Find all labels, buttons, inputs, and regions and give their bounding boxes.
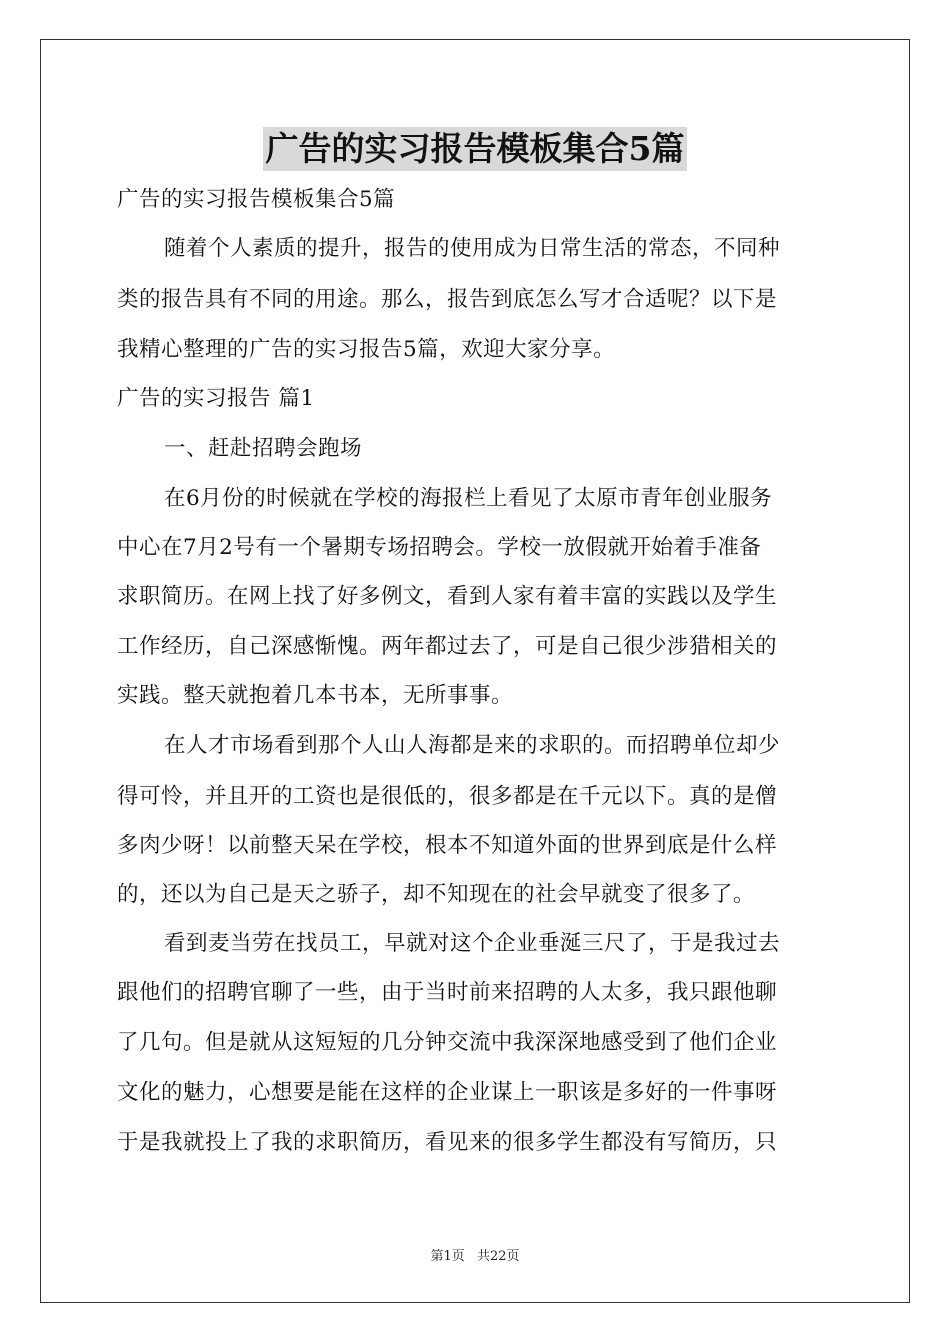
paragraph-line: 的，还以为自己是天之骄子，却不知现在的社会早就变了很多了。 (117, 882, 756, 907)
paragraph-line: 实践。整天就抱着几本书本，无所事事。 (117, 683, 514, 708)
paragraph-line: 了几句。但是就从这短短的几分钟交流中我深深地感受到了他们企业 (117, 1030, 778, 1055)
document-title-text: 广告的实习报告模板集合5篇 (263, 127, 688, 171)
paragraph-line: 类的报告具有不同的用途。那么，报告到底怎么写才合适呢？以下是 (117, 287, 778, 312)
page-footer (0, 1248, 950, 1266)
total-pages: 共22页 (476, 1249, 520, 1264)
paragraph-line: 在人才市场看到那个人山人海都是来的求职的。而招聘单位却少 (164, 733, 781, 758)
section-heading: 广告的实习报告 篇1 (117, 386, 315, 411)
paragraph-line: 多肉少呀！以前整天呆在学校，根本不知道外面的世界到底是什么样 (117, 833, 778, 858)
paragraph-line: 中心在7月2号有一个暑期专场招聘会。学校一放假就开始着手准备 (117, 535, 762, 560)
paragraph-line: 文化的魅力，心想要是能在这样的企业谋上一职该是多好的一件事呀 (117, 1080, 778, 1105)
paragraph-line: 求职简历。在网上找了好多例文，看到人家有着丰富的实践以及学生 (117, 584, 778, 609)
paragraph-line: 于是我就投上了我的求职简历，看见来的很多学生都没有写简历，只 (117, 1130, 778, 1155)
paragraph-line: 得可怜，并且开的工资也是很低的，很多都是在千元以下。真的是僧 (117, 784, 778, 809)
paragraph-line: 看到麦当劳在找员工，早就对这个企业垂涎三尺了，于是我过去 (164, 931, 781, 956)
page-border (40, 39, 910, 1303)
subsection-heading: 一、赶赴招聘会跑场 (164, 436, 363, 461)
subtitle-line: 广告的实习报告模板集合5篇 (117, 187, 396, 212)
paragraph-line: 我精心整理的广告的实习报告5篇，欢迎大家分享。 (117, 337, 616, 362)
paragraph-line: 工作经历，自己深感惭愧。两年都过去了，可是自己很少涉猎相关的 (117, 634, 778, 659)
paragraph-line: 在6月份的时候就在学校的海报栏上看见了太原市青年创业服务 (164, 486, 773, 511)
page-number: 第1页 (430, 1249, 465, 1264)
paragraph-line: 跟他们的招聘官聊了一些，由于当时前来招聘的人太多，我只跟他聊 (117, 980, 778, 1005)
paragraph-line: 随着个人素质的提升，报告的使用成为日常生活的常态，不同种 (164, 236, 781, 261)
document-title (0, 127, 950, 171)
